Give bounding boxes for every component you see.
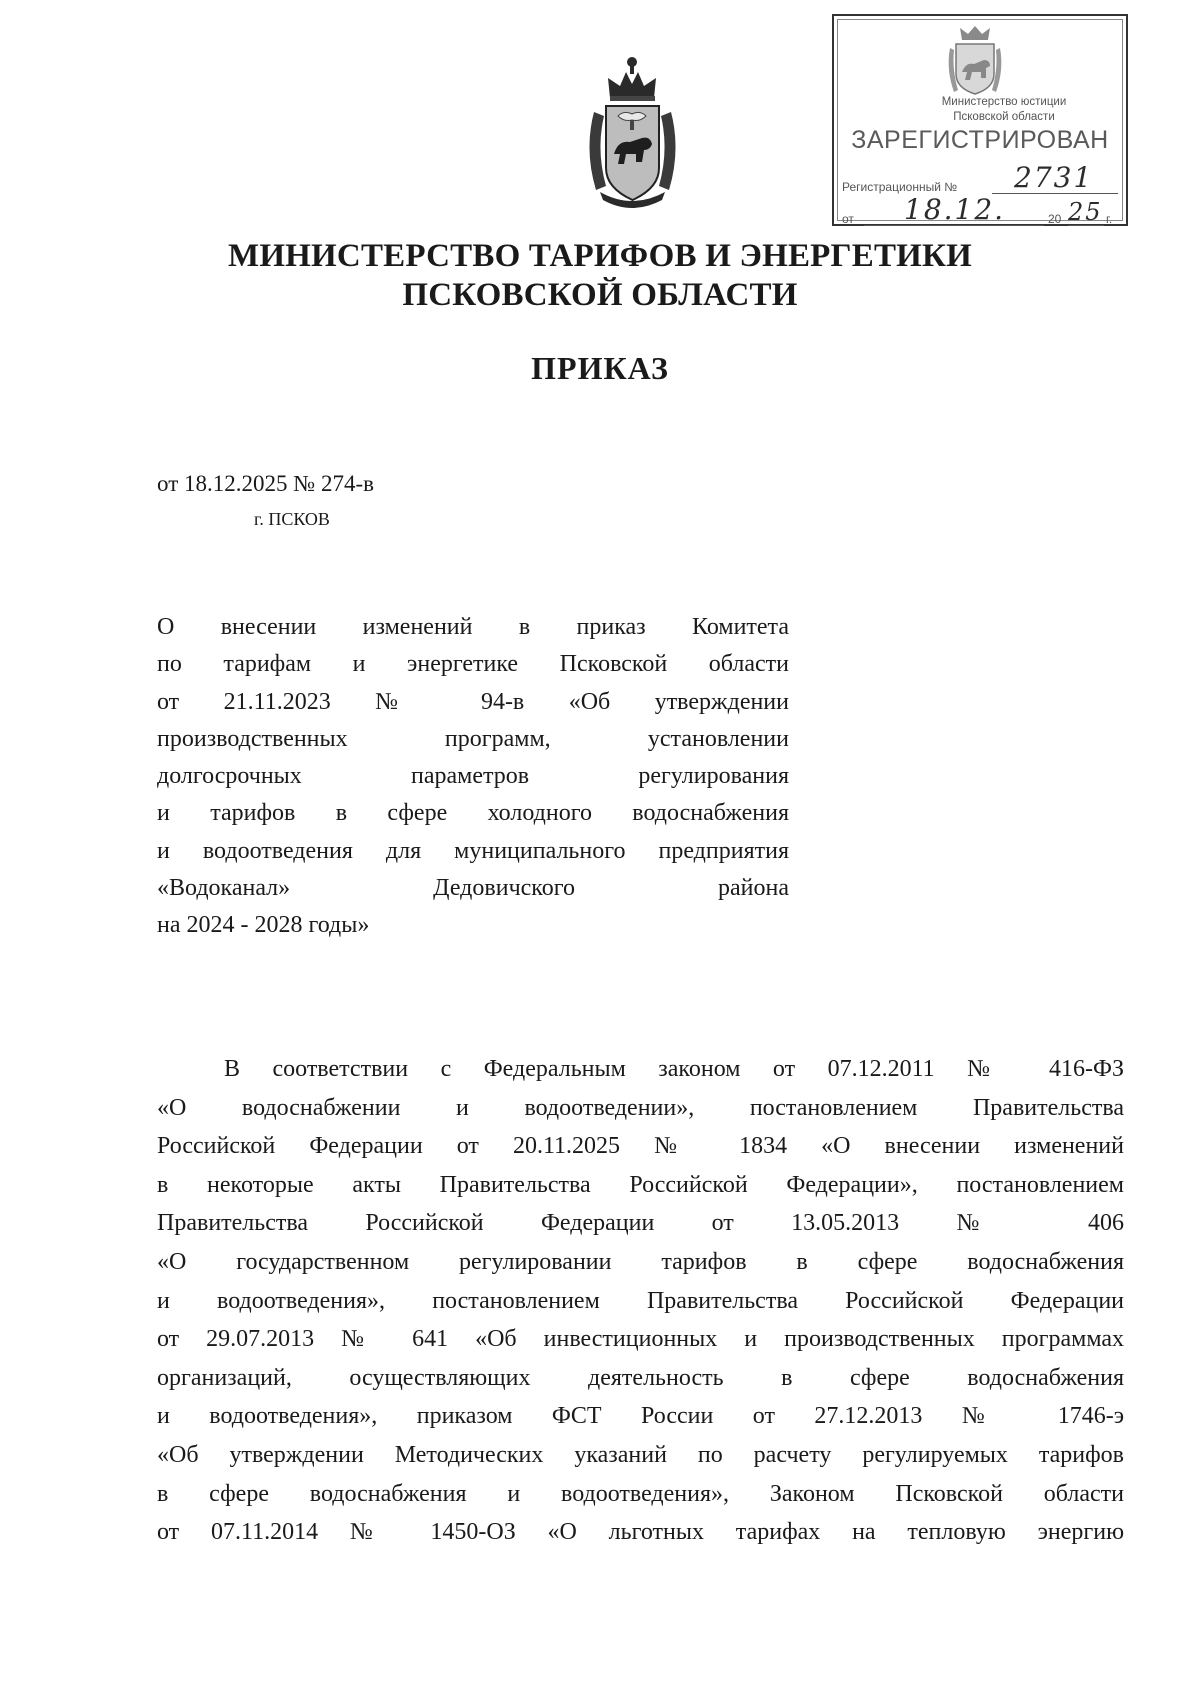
stamp-reg-number: 2731 (1014, 161, 1094, 194)
stamp-reg-label: Регистрационный № (842, 180, 958, 194)
body-line: «О государственном регулировании тарифов в сфере водоснабжения (157, 1248, 1124, 1275)
body-line: «О водоснабжении и водоотведении», постановлением Правительства (157, 1094, 1124, 1121)
document-type-title: ПРИКАЗ (531, 350, 669, 386)
ministry-title-line2: ПСКОВСКОЙ ОБЛАСТИ (402, 277, 798, 313)
subject-line: и водоотведения для муниципального предприятия (157, 837, 789, 864)
body-line: «Об утверждении Методических указаний по расчету регулируемых тарифов (157, 1441, 1124, 1468)
body-line: В соответствии с Федеральным законом от 07.12.2011 № 416-ФЗ (224, 1056, 1124, 1082)
body-line: от 07.11.2014 № 1450-ОЗ «О льготных тарифах на тепловую энергию (157, 1519, 1124, 1546)
stamp-year-suffix: г. (1106, 212, 1113, 226)
body-line: Российской Федерации от 20.11.2025 № 1834 «О внесении изменений (157, 1133, 1124, 1160)
subject-line: «Водоканал» Дедовичского района (157, 875, 789, 902)
subject-line: по тарифам и энергетике Псковской области (157, 651, 789, 678)
ministry-title-line1: МИНИСТЕРСТВО ТАРИФОВ И ЭНЕРГЕТИКИ (227, 238, 973, 274)
coat-of-arms-icon (580, 50, 685, 210)
body-line: от 29.07.2013 № 641 «Об инвестиционных и производственных программах (157, 1326, 1124, 1353)
stamp-date-value: 18.12. (904, 193, 1006, 226)
body-line: Правительства Российской Федерации от 13.05.2013 № 406 (157, 1210, 1124, 1237)
order-date-number: от 18.12.2025 № 274-в (157, 471, 374, 496)
subject-line: долгосрочных параметров регулирования (157, 763, 789, 790)
order-subject (157, 609, 789, 945)
subject-line: и тарифов в сфере холодного водоснабжения (157, 800, 789, 827)
stamp-emblem-icon (946, 22, 1004, 98)
subject-line: производственных программ, установлении (157, 725, 789, 752)
stamp-status: ЗАРЕГИСТРИРОВАН (851, 126, 1109, 154)
body-line: и водоотведения», постановлением Правительства Российской Федерации (157, 1287, 1124, 1314)
registration-stamp (832, 14, 1128, 226)
body-line: и водоотведения», приказом ФСТ России от 27.12.2013 № 1746-э (157, 1403, 1124, 1430)
order-city: г. ПСКОВ (254, 509, 330, 529)
stamp-ministry-line2: Псковской области (953, 111, 1055, 123)
stamp-year-prefix: 20 (1048, 212, 1062, 226)
order-preamble (157, 1050, 1124, 1552)
stamp-year-value: 25 (1068, 198, 1103, 226)
subject-line: О внесении изменений в приказ Комитета (157, 614, 789, 640)
body-line: организаций, осуществляющих деятельность в сфере водоснабжения (157, 1364, 1124, 1391)
subject-line: на 2024 - 2028 годы» (157, 912, 370, 939)
stamp-date-row (842, 193, 1118, 230)
body-line: в некоторые акты Правительства Российской Федерации», постановлением (157, 1171, 1124, 1198)
stamp-ministry-line1: Министерство юстиции (941, 96, 1067, 108)
subject-line: от 21.11.2023 № 94-в «Об утверждении (157, 688, 789, 715)
body-line: в сфере водоснабжения и водоотведения», Законом Псковской области (157, 1480, 1124, 1507)
stamp-date-prefix: от (842, 212, 854, 226)
